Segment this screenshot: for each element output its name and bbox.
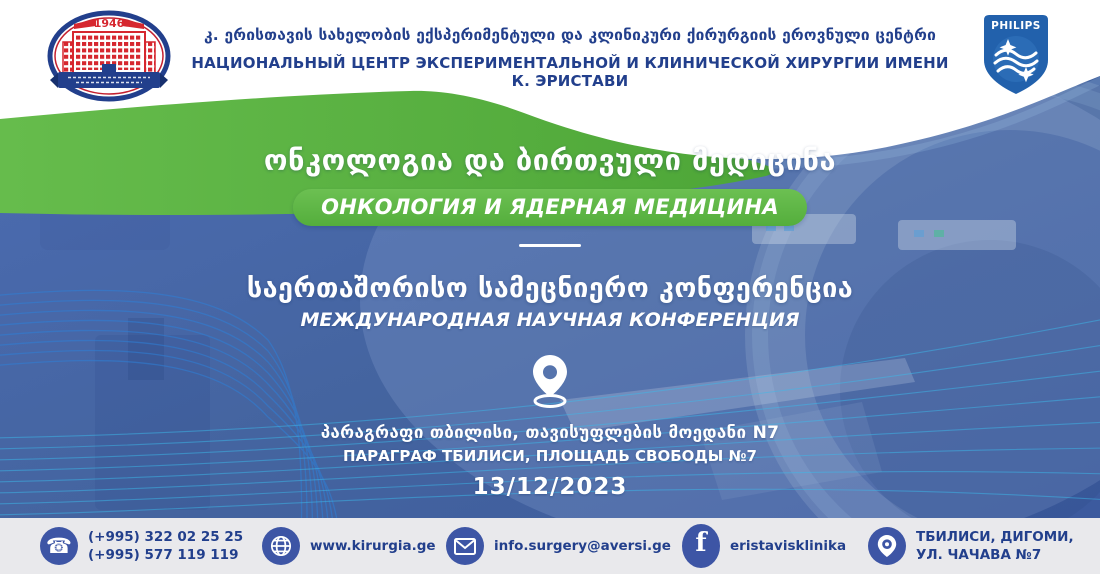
globe-icon bbox=[262, 527, 300, 565]
org-title-russian: НАЦИОНАЛЬНЫЙ ЦЕНТР ЭКСПЕРИМЕНТАЛЬНОЙ И КЛИНИЧЕСКОЙ ХИРУРГИИ ИМЕНИ К. ЭРИСТАВИ bbox=[191, 54, 949, 90]
email-link[interactable]: info.surgery@aversi.ge bbox=[494, 537, 671, 554]
event-title-russian-badge: ОНКОЛОГИЯ И ЯДЕРНАЯ МЕДИЦИНА bbox=[293, 189, 807, 226]
philips-wordmark: PHILIPS bbox=[991, 20, 1041, 32]
address-line-2: УЛ. ЧАЧАВА №7 bbox=[916, 547, 1042, 563]
conference-title-russian: МЕЖДУНАРОДНАЯ НАУЧНАЯ КОНФЕРЕНЦИЯ bbox=[300, 309, 800, 331]
contact-footer bbox=[0, 518, 1100, 574]
phone-number-2: (+995) 577 119 119 bbox=[88, 547, 239, 563]
mail-icon bbox=[446, 527, 484, 565]
phone-icon: ☎ bbox=[40, 527, 78, 565]
logo-year: 1946 bbox=[93, 17, 125, 30]
venue-georgian: პარაგრაფი თბილისი, თავისუფლების მოედანი N7 bbox=[320, 423, 780, 443]
facebook-handle[interactable]: eristavisklinika bbox=[730, 537, 847, 554]
contact-phone bbox=[40, 518, 243, 574]
event-date: 13/12/2023 bbox=[472, 474, 628, 500]
contact-facebook bbox=[682, 518, 846, 574]
contact-address bbox=[868, 518, 1074, 574]
event-title-georgian: ონკოლოგია და ბირთვული მედიცინა bbox=[263, 143, 837, 177]
contact-website bbox=[262, 518, 436, 574]
map-pin-icon bbox=[868, 527, 906, 565]
conference-title-georgian: საერთაშორისო სამეცნიერო კონფერენცია bbox=[246, 273, 854, 304]
hero-section bbox=[0, 143, 1100, 500]
phone-number-1: (+995) 322 02 25 25 bbox=[88, 528, 244, 545]
facebook-icon: f bbox=[682, 524, 720, 568]
location-pin-icon bbox=[526, 353, 574, 409]
organization-titles bbox=[185, 26, 955, 90]
hospital-logo bbox=[46, 10, 172, 102]
venue-russian: ПАРАГРАФ ТБИЛИСИ, ПЛОЩАДЬ СВОБОДЫ №7 bbox=[343, 447, 757, 465]
divider-line bbox=[519, 244, 581, 247]
website-link[interactable]: www.kirurgia.ge bbox=[310, 537, 436, 554]
address-line-1: ТБИЛИСИ, ДИГОМИ, bbox=[916, 528, 1074, 545]
philips-logo bbox=[984, 15, 1048, 95]
contact-email bbox=[446, 518, 671, 574]
org-title-georgian: კ. ერისთავის სახელობის ექსპერიმენტული და კლინიკური ქირურგიის ეროვნული ცენტრი bbox=[203, 26, 937, 44]
